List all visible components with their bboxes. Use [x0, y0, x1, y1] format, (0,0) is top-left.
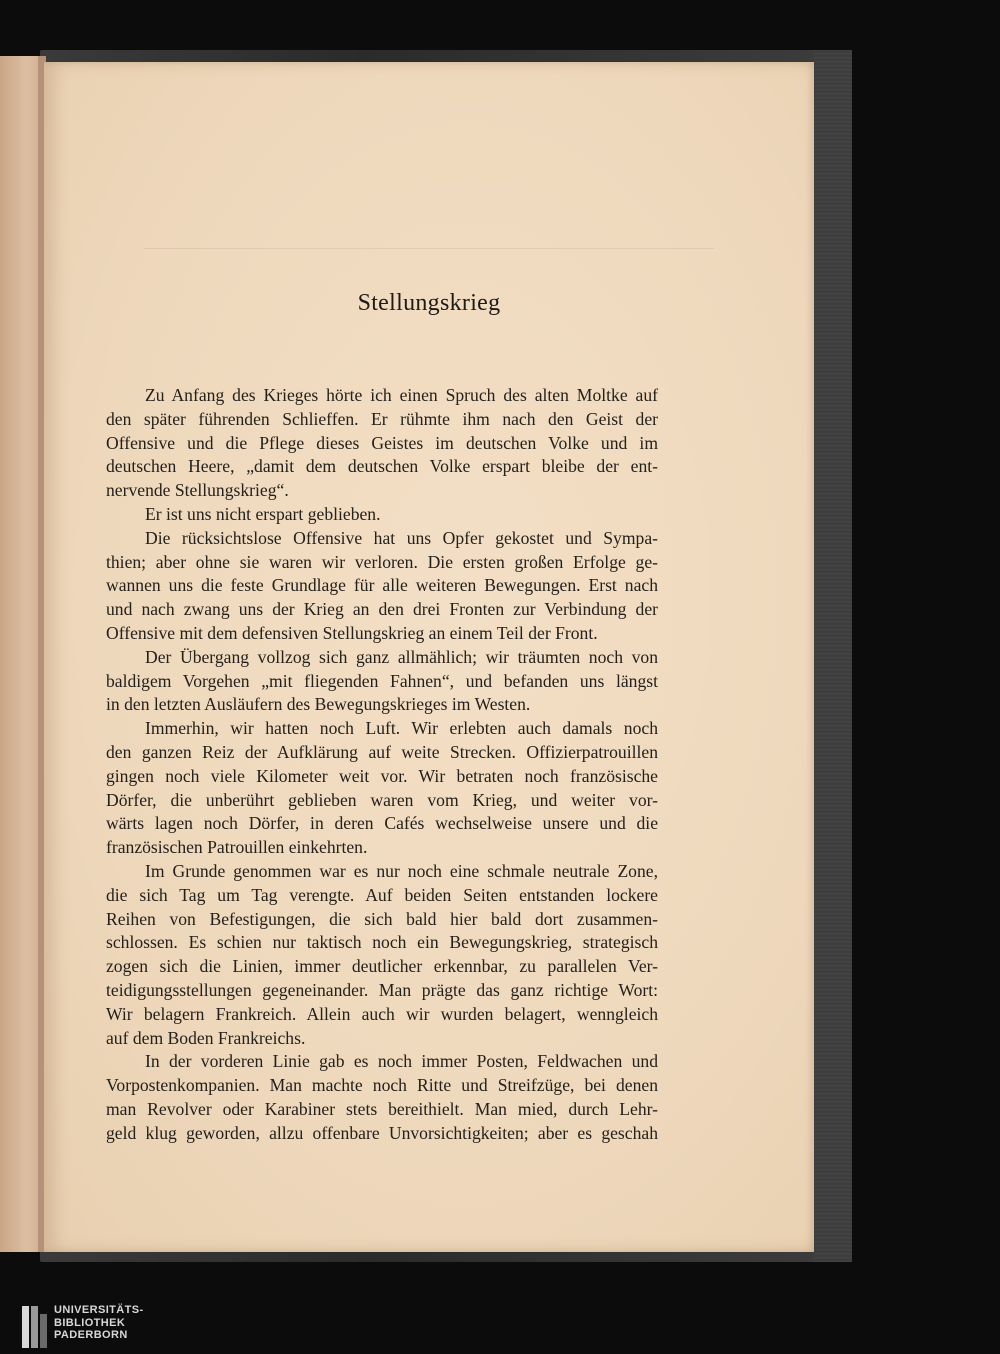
text-line: gingen noch viele Kilometer weit vor. Wir betraten noch französische	[106, 765, 658, 786]
text-line: zogen sich die Linien, immer deutlicher erkennbar, zu parallelen Ver-	[106, 956, 658, 977]
text-line: auf dem Boden Frankreichs.	[106, 1027, 306, 1048]
text-line: In der vorderen Linie gab es noch immer Posten, Feldwachen und	[145, 1051, 658, 1072]
text-line: schlossen. Es schien nur taktisch noch ein Bewegungskrieg, strategisch	[106, 932, 658, 953]
text-line: wärts lagen noch Dörfer, in deren Cafés wechselweise unsere und die	[106, 813, 658, 834]
text-line: Reihen von Befestigungen, die sich bald hier bald dort zusammen-	[106, 908, 658, 929]
text-line: den später führenden Schlieffen. Er rühmte ihm nach den Geist der	[106, 408, 658, 429]
paragraph	[106, 503, 658, 527]
text-line: man Revolver oder Karabiner stets bereithielt. Man mied, durch Lehr-	[106, 1098, 658, 1119]
text-line: geld klug geworden, allzu offenbare Unvorsichtigkeiten; aber es geschah	[106, 1122, 658, 1143]
text-line: thien; aber ohne sie waren wir verloren. Die ersten großen Erfolge ge-	[106, 551, 658, 572]
text-line: Immerhin, wir hatten noch Luft. Wir erlebten auch damals noch	[145, 718, 658, 739]
text-line: französischen Patrouillen einkehrten.	[106, 837, 368, 858]
paragraph	[106, 646, 658, 717]
text-line: Wir belagern Frankreich. Allein auch wir wurden belagert, wenngleich	[106, 1003, 658, 1024]
body-text	[106, 384, 658, 1146]
text-line: Offensive und die Pflege dieses Geistes im deutschen Volke und im	[106, 432, 658, 453]
text-line: Dörfer, die unberührt geblieben waren vom Krieg, und weiter vor-	[106, 789, 658, 810]
text-line: Der Übergang vollzog sich ganz allmählich; wir träumten noch von	[145, 646, 658, 667]
text-line: wannen uns die feste Grundlage für alle weiteren Bewegungen. Erst nach	[106, 575, 658, 596]
text-line: deutschen Heere, „damit dem deutschen Volke erspart bleibe der ent-	[106, 456, 658, 477]
text-line: teidigungsstellungen gegeneinander. Man prägte das ganz richtige Wort:	[106, 979, 658, 1000]
library-logo-text	[54, 1304, 144, 1342]
text-line: und nach zwang uns der Krieg an den drei Fronten zur Verbindung der	[106, 599, 658, 620]
text-line: Vorpostenkompanien. Man machte noch Ritte und Streifzüge, bei denen	[106, 1075, 658, 1096]
logo-line: PADERBORN	[54, 1329, 128, 1341]
text-line: Zu Anfang des Krieges hörte ich einen Spruch des alten Moltke auf	[145, 385, 658, 405]
book-page	[44, 62, 814, 1252]
text-line: Die rücksichtslose Offensive hat uns Opfer gekostet und Sympa-	[145, 527, 658, 548]
library-footer	[0, 1294, 1000, 1354]
paragraph	[106, 384, 658, 503]
text-line: Offensive mit dem defensiven Stellungskrieg an einem Teil der Front.	[106, 622, 598, 643]
book-cover-edge	[814, 50, 852, 1262]
logo-line: UNIVERSITÄTS-	[54, 1304, 144, 1316]
logo-line: BIBLIOTHEK	[54, 1316, 126, 1329]
library-logo-icon	[22, 1306, 48, 1348]
text-line: Er ist uns nicht erspart geblieben.	[145, 503, 381, 524]
text-line: den ganzen Reiz der Aufklärung auf weite Strecken. Offizierpatrouillen	[106, 741, 658, 762]
text-line: in den letzten Ausläufern des Bewegungskrieges im Westen.	[106, 694, 531, 715]
paragraph	[106, 860, 658, 1050]
text-line: nervende Stellungskrieg“.	[106, 480, 289, 501]
show-through-rule	[144, 248, 714, 249]
text-line: baldigem Vorgehen „mit fliegenden Fahnen“, und befanden uns längst	[106, 670, 658, 691]
paragraph	[106, 527, 658, 646]
paragraph	[106, 1050, 658, 1145]
paragraph	[106, 717, 658, 860]
text-line: Im Grunde genommen war es nur noch eine schmale neutrale Zone,	[145, 860, 658, 881]
chapter-title: Stellungskrieg	[357, 290, 501, 316]
text-line: die sich Tag um Tag verengte. Auf beiden Seiten entstanden lockere	[106, 884, 658, 905]
